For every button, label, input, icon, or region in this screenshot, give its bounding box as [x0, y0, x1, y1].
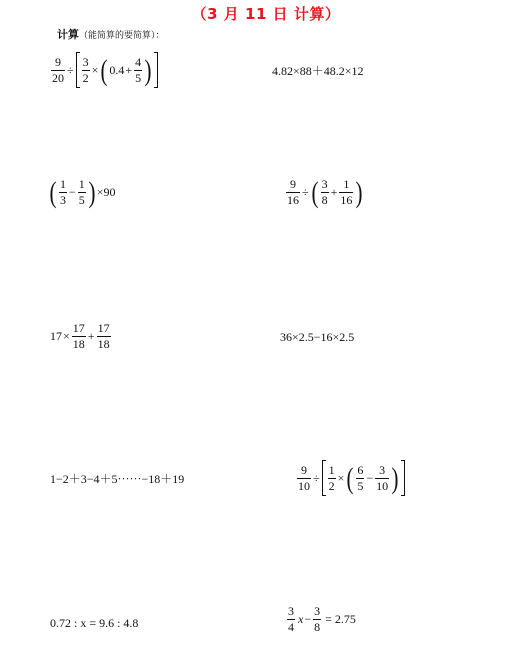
instruction-note: （能简算的要简算）： [79, 31, 165, 41]
fraction: $\frac{4}{5}$ [135, 54, 142, 85]
instruction [57, 26, 165, 42]
fraction: $\frac{3}{10}$ [376, 462, 389, 493]
equation-tail: = 2.75 [325, 612, 356, 627]
operator: − [304, 612, 312, 627]
decimal: 0.4 [109, 63, 125, 77]
operator: × [63, 329, 70, 344]
right-paren: ) [88, 175, 96, 209]
right-bracket [401, 460, 405, 496]
right-paren: ) [144, 53, 152, 87]
left-paren: ( [49, 175, 57, 209]
fraction: $\frac{1}{16}$ [340, 177, 353, 207]
right-paren: ) [355, 175, 363, 209]
page-title: （3 月 11 日 计算） [191, 5, 341, 23]
fraction: $\frac{3}{8}$ [314, 604, 321, 634]
fraction: $\frac{1}{5}$ [78, 177, 85, 207]
fraction: $\frac{9}{20}$ [52, 54, 64, 85]
operator: + [87, 329, 95, 344]
problem-2 [272, 65, 364, 77]
expression: 36×2.5−16×2.5 [280, 330, 355, 344]
operator: ÷ [67, 63, 74, 77]
problem-8 [296, 460, 406, 496]
problem-4 [285, 175, 364, 209]
operator: + [125, 63, 133, 77]
operator: × [337, 471, 345, 485]
problem-5 [50, 322, 112, 350]
fraction: $\frac{3}{2}$ [82, 54, 89, 85]
problem-10 [286, 605, 356, 633]
left-bracket [76, 52, 80, 88]
fraction: $\frac{6}{5}$ [357, 462, 364, 493]
problem-7 [50, 473, 184, 485]
operator: + [330, 185, 338, 200]
left-paren: ( [311, 175, 319, 209]
fraction: $\frac{3}{4}$ [288, 604, 294, 634]
operator: × [91, 63, 99, 77]
fraction: $\frac{1}{2}$ [328, 462, 335, 493]
fraction: $\frac{1}{3}$ [60, 177, 66, 207]
left-bracket [322, 460, 326, 496]
right-paren: ) [391, 461, 399, 495]
fraction: $\frac{9}{16}$ [287, 177, 299, 207]
operator: ÷ [313, 471, 320, 485]
left-paren: ( [100, 53, 108, 87]
expression: 1−2＋3−4＋5⋯⋯−18＋19 [50, 472, 185, 486]
instruction-label: 计算 [57, 28, 79, 41]
operator: ÷ [302, 185, 309, 200]
fraction: $\frac{17}{18}$ [97, 321, 110, 351]
right-bracket [154, 52, 158, 88]
fraction: $\frac{3}{8}$ [321, 177, 328, 207]
left-paren: ( [346, 461, 354, 495]
fraction: $\frac{17}{18}$ [72, 321, 85, 351]
expression: 4.82×88＋48.2×12 [272, 64, 364, 78]
problem-1 [50, 52, 159, 88]
fraction: $\frac{9}{10}$ [298, 462, 310, 493]
problem-6 [280, 331, 354, 343]
variable-x: x [298, 612, 304, 627]
operator: − [366, 471, 374, 485]
problem-9 [50, 617, 138, 629]
proportion: 0.72 : x = 9.6 : 4.8 [50, 616, 139, 630]
expression-tail: ×90 [96, 185, 116, 200]
number: 17 [50, 329, 62, 344]
operator: − [69, 185, 76, 200]
problem-3 [48, 175, 116, 209]
